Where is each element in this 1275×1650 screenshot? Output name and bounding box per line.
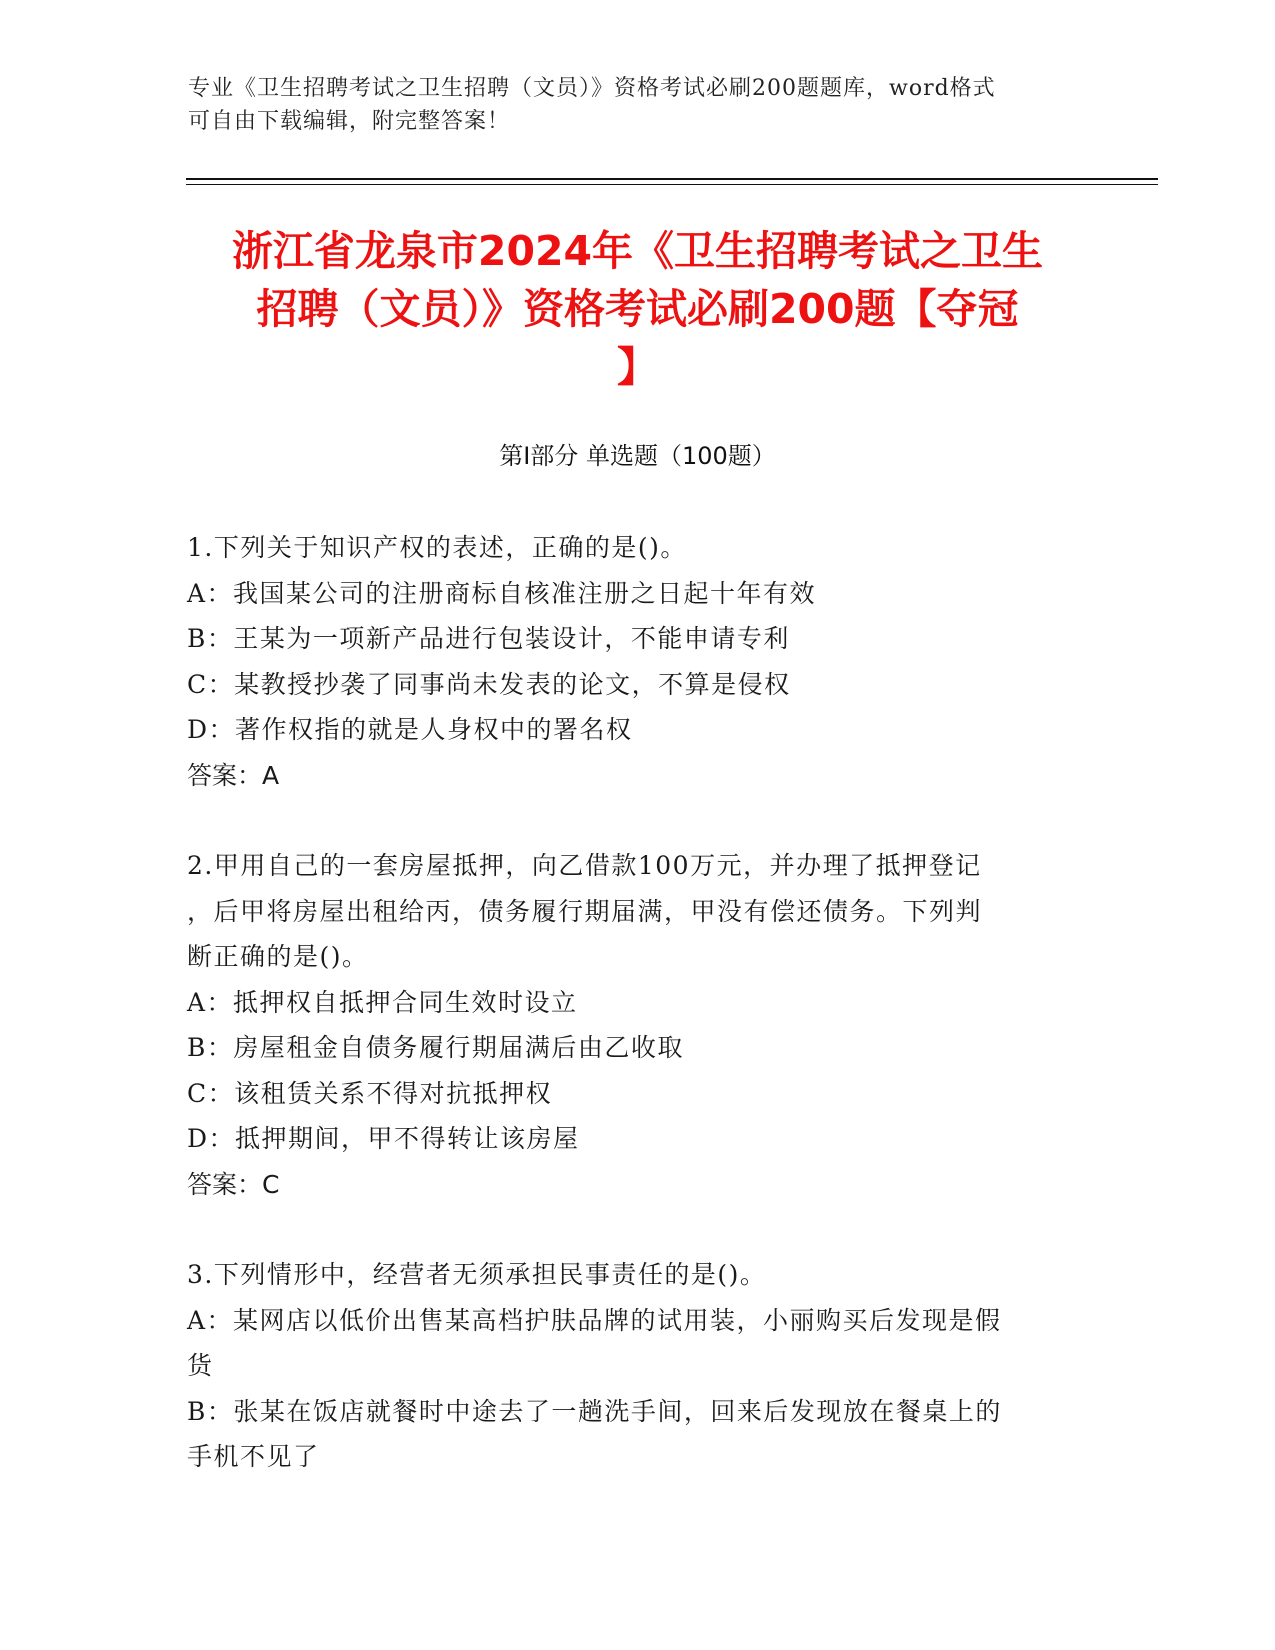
- answer-line: 答案：C: [187, 1169, 280, 1199]
- title-line-1: 浙江省龙泉市2024年《卫生招聘考试之卫生: [231, 227, 1044, 275]
- option-text: 手机不见了: [187, 1442, 320, 1471]
- header-divider-thin: [186, 184, 1158, 185]
- question-option: [187, 662, 1087, 708]
- question-stem: 3.下列情形中，经营者无须承担民事责任的是()。: [187, 1260, 767, 1289]
- option-text: 货: [187, 1351, 214, 1380]
- option-text: B：王某为一项新产品进行包装设计，不能申请专利: [187, 624, 790, 653]
- question-option: [187, 707, 1087, 753]
- question-stem: 1.下列关于知识产权的表述，正确的是()。: [187, 533, 687, 562]
- header-note-line-1: 专业《卫生招聘考试之卫生招聘（文员）》资格考试必刷200题题库，word格式: [188, 76, 996, 101]
- question-option: [187, 1025, 1087, 1071]
- question-option: [187, 616, 1087, 662]
- answer-line: 答案：A: [187, 760, 280, 790]
- question-spacer: [187, 1207, 1087, 1252]
- question-block: [187, 843, 1087, 1207]
- option-text: D：抵押期间，甲不得转让该房屋: [187, 1124, 580, 1153]
- option-text: A：抵押权自抵押合同生效时设立: [187, 987, 578, 1017]
- question-option: [187, 1389, 1087, 1480]
- question-option: [187, 1071, 1087, 1117]
- question-block: [187, 525, 1087, 798]
- option-text: D：著作权指的就是人身权中的署名权: [187, 715, 633, 744]
- question-block: [187, 1252, 1087, 1480]
- question-option: [187, 1298, 1087, 1389]
- option-text: B：房屋租金自债务履行期届满后由乙收取: [187, 1033, 684, 1062]
- header-note-line-2: 可自由下载编辑，附完整答案！: [188, 109, 511, 134]
- question-option: [187, 571, 1087, 617]
- option-text: A：我国某公司的注册商标自核准注册之日起十年有效: [187, 578, 817, 608]
- document-title: [180, 222, 1095, 396]
- question-stem: 2.甲用自己的一套房屋抵押，向乙借款100万元，并办理了抵押登记: [187, 851, 982, 880]
- option-text: C：该租赁关系不得对抗抵押权: [187, 1078, 553, 1108]
- section-heading: 第Ⅰ部分 单选题（100题）: [499, 442, 776, 470]
- question-list: [187, 525, 1087, 1480]
- title-line-3: 】: [617, 343, 658, 391]
- option-text: C：某教授抄袭了同事尚未发表的论文，不算是侵权: [187, 669, 791, 699]
- question-stem: ，后甲将房屋出租给丙，债务履行期届满，甲没有偿还债务。下列判: [187, 896, 983, 926]
- option-text: A：某网店以低价出售某高档护肤品牌的试用装，小丽购买后发现是假: [187, 1305, 1002, 1335]
- header-note: [188, 72, 1068, 138]
- question-stem: 断正确的是()。: [187, 942, 369, 971]
- question-option: [187, 980, 1087, 1026]
- question-spacer: [187, 798, 1087, 843]
- question-option: [187, 1116, 1087, 1162]
- title-line-2: 招聘（文员）》资格考试必刷200题【夺冠: [256, 285, 1019, 333]
- header-divider: [186, 178, 1158, 180]
- option-text: B：张某在饭店就餐时中途去了一趟洗手间，回来后发现放在餐桌上的: [187, 1396, 1002, 1426]
